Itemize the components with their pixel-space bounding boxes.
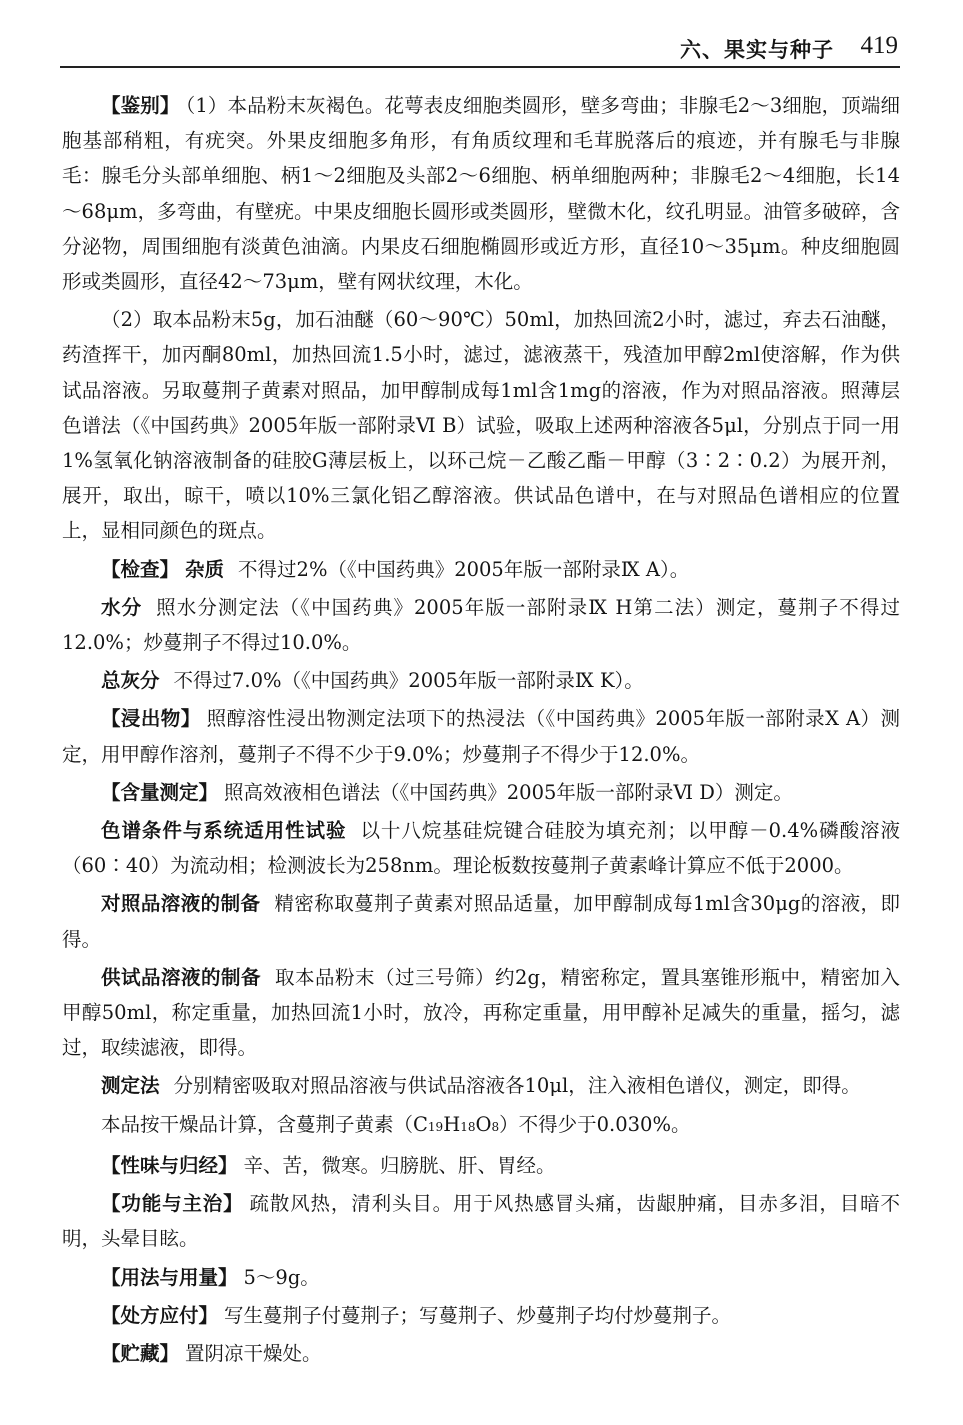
method-label: 测定法 [101,1074,160,1098]
test-solution-label: 供试品溶液的制备 [101,965,262,989]
chromatography-label: 色谱条件与系统适用性试验 [101,819,347,843]
water-text: 照水分测定法（《中国药典》2005年版一部附录Ⅸ H第二法）测定，蔓荆子不得过12.0%；炒蔓荆子不得过10.0%。 [62,595,900,655]
ash-paragraph [62,663,900,698]
content-text-post: ）不得少于0.030%。 [499,1112,691,1136]
prescription-heading: 【处方应付】 [101,1303,219,1327]
inspection-paragraph [62,552,900,587]
inspection-heading: 【检查】 [101,557,180,581]
identification-text-1: （1）本品粉末灰褐色。花萼表皮细胞类圆形，壁多弯曲；非腺毛2～3细胞，顶端细胞基部稍粗，有疣突。外果皮细胞多角形，有角质纹理和毛茸脱落后的痕迹，并有腺毛与非腺毛：腺毛分头部单细胞、柄1～2细胞及头部2～6细胞、柄单细胞两种；非腺毛2～4细胞，长14～68μm，多弯曲，有壁疣。中果皮细胞长圆形或类圆形，壁微木化，纹孔明显。油管多破碎，含分泌物，周围细胞有淡黄色油滴。内果皮石细胞椭圆形或近方形，直径10～35μm。种皮细胞圆形或类圆形，直径42～73μm，壁有网状纹理，木化。 [62,94,900,294]
ash-label: 总灰分 [101,669,160,693]
storage-text: 置阴凉干燥处。 [185,1341,322,1365]
function-text: 疏散风热，清利头目。用于风热感冒头痛，齿龈肿痛，目赤多泪，目暗不明，头晕目眩。 [62,1192,900,1251]
usage-text: 5～9g。 [243,1265,320,1289]
formula-subscript-o: 8 [491,1119,500,1134]
identification-text-2: （2）取本品粉末5g，加石油醚（60～90℃）50ml，加热回流2小时，滤过，弃去石油醚，药渣挥干，加丙酮80ml，加热回流1.5小时，滤过，滤液蒸干，残渣加甲醇2ml使溶解，作为供试品溶液。另取蔓荆子黄素对照品，加甲醇制成每1ml含1mg的溶液，作为对照品溶液。照薄层色谱法（《中国药典》2005年版一部附录Ⅵ B）试验，吸取上述两种溶液各5μl，分别点于同一用1%氢氧化钠溶液制备的硅胶G薄层板上，以环己烷－乙酸乙酯－甲醇（3∶2∶0.2）为展开剂，展开，取出，晾干，喷以10%三氯化铝乙醇溶液。供试品色谱中，在与对照品色谱相应的位置上，显相同颜色的斑点。 [62,308,900,543]
impurity-text: 不得过2%（《中国药典》2005年版一部附录Ⅸ A）。 [238,557,690,581]
reference-solution-label: 对照品溶液的制备 [101,892,261,916]
nature-paragraph [62,1148,900,1183]
usage-paragraph [62,1260,900,1295]
method-text: 分别精密吸取对照品溶液与供试品溶液各10μl，注入液相色谱仪，测定，即得。 [173,1074,861,1098]
water-paragraph [62,590,900,660]
assay-text: 照高效液相色谱法（《中国药典》2005年版一部附录Ⅵ D）测定。 [224,780,793,804]
test-solution-paragraph [62,960,900,1066]
identification-paragraph-2 [62,302,900,548]
page-number: 419 [860,32,898,59]
storage-heading: 【贮藏】 [101,1341,180,1365]
assay-paragraph [62,775,900,810]
formula-h: H [443,1112,461,1136]
formula-o: O [475,1112,492,1136]
extract-paragraph [62,701,900,771]
chapter-title: 六、果实与种子 [680,38,834,62]
content-text-pre: 本品按干燥品计算，含蔓荆子黄素（C [101,1112,428,1136]
content-paragraph [62,1107,900,1145]
identification-heading: 【鉴别】 [101,94,180,117]
chromatography-text: 以十八烷基硅烷键合硅胶为填充剂；以甲醇－0.4%磷酸溶液（60∶40）为流动相；检测波长为258nm。理论板数按蔓荆子黄素峰计算应不低于2000。 [62,819,900,878]
method-paragraph [62,1068,900,1103]
prescription-text: 写生蔓荆子付蔓荆子；写蔓荆子、炒蔓荆子均付炒蔓荆子。 [224,1303,732,1327]
nature-heading: 【性味与归经】 [101,1153,238,1177]
reference-solution-text: 精密称取蔓荆子黄素对照品适量，加甲醇制成每1ml含30μg的溶液，即得。 [62,892,900,951]
impurity-label: 杂质 [185,557,225,581]
extract-text: 照醇溶性浸出物测定法项下的热浸法（《中国药典》2005年版一部附录Ⅹ A）测定，用甲醇作溶剂，蔓荆子不得不少于9.0%；炒蔓荆子不得少于12.0%。 [62,707,900,766]
page-body [62,88,900,1374]
assay-heading: 【含量测定】 [101,780,219,804]
formula-subscript-c: 19 [427,1119,444,1134]
formula-subscript-h: 18 [460,1119,476,1134]
reference-solution-paragraph [62,886,900,956]
nature-text: 辛、苦，微寒。归膀胱、肝、胃经。 [243,1153,556,1177]
storage-paragraph [62,1336,900,1371]
function-heading: 【功能与主治】 [101,1192,244,1216]
water-label: 水分 [101,595,143,619]
running-header [60,26,900,68]
chromatography-paragraph [62,813,900,883]
function-paragraph [62,1186,900,1256]
prescription-paragraph [62,1298,900,1333]
ash-text: 不得过7.0%（《中国药典》2005年版一部附录Ⅸ K）。 [173,669,644,693]
test-solution-text: 取本品粉末（过三号筛）约2g，精密称定，置具塞锥形瓶中，精密加入甲醇50ml，称定重量，加热回流1小时，放冷，再称定重量，用甲醇补足减失的重量，摇匀，滤过，取续滤液，即得。 [62,965,900,1060]
extract-heading: 【浸出物】 [101,707,201,731]
usage-heading: 【用法与用量】 [101,1265,238,1289]
identification-paragraph-1 [62,88,900,299]
